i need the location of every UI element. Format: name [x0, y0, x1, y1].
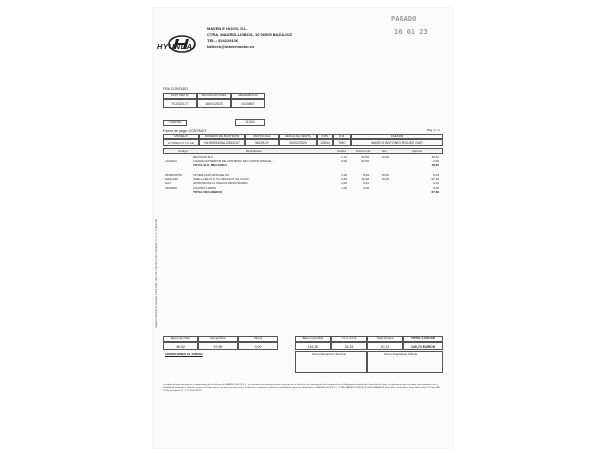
brand-wordmark: HYUNDAI — [157, 42, 196, 51]
invoice-date: 16/01/2023 — [197, 99, 231, 108]
vehicle-or-label: O.R. — [333, 134, 351, 139]
lines-header — [163, 148, 443, 154]
line-price: 52,50 — [361, 156, 369, 159]
invoice-reference: 0110807 — [231, 99, 265, 108]
line-amount: 8,24 — [433, 173, 439, 177]
vehicle-sale-date-label: FECHA DE VENTA — [279, 134, 317, 139]
line-price: 52,50 — [361, 160, 369, 164]
conditions-note: CONDICIONES AL DORSO — [165, 352, 203, 356]
tax-base: 116,30 — [295, 342, 331, 350]
company-email: talleres@mavenmotor.es — [207, 44, 255, 49]
line-qty: 0,00 — [341, 160, 347, 164]
total-taxes-label: Total tributos — [367, 336, 403, 342]
vehicle-or: TMC — [333, 139, 351, 146]
total-labor: 48,62 — [163, 342, 198, 350]
vehicle-vin-label: NÚMERO DE BASTIDOR — [199, 134, 245, 139]
payment-method: Forma de pago: CONTADO — [163, 129, 206, 133]
line-qty: 3,40 — [341, 178, 347, 182]
line-code: LAVADO — [165, 160, 177, 164]
invoice-number-label: FACTURA Nº — [163, 93, 197, 99]
invoice-date-label: FECHA FACTURA — [197, 93, 231, 99]
total-parts-label: Recambios — [198, 336, 238, 342]
line-amount: 57,16 — [431, 178, 439, 182]
line-qty: 1,00 — [341, 186, 347, 190]
vehicle-advisor: MARCO ANTONIO RGUEZ GAR — [351, 139, 443, 146]
vehicle-plate: 3622KJY — [245, 139, 279, 146]
line-amount: 67,69 — [431, 190, 439, 194]
line-dto: 15,00 — [381, 178, 389, 182]
client-number: 11304 — [235, 119, 265, 126]
line-price: 9,69 — [363, 173, 369, 177]
total-misc-label: Varios — [238, 336, 278, 342]
line-code: 1920080 — [165, 186, 177, 190]
line-code: SHS1230 — [165, 178, 178, 182]
line-desc: LIQUIDO LIMPIA — [193, 186, 217, 190]
paid-stamp-date: 16 01 23 — [394, 28, 428, 36]
line-dto: 15,00 — [381, 173, 389, 177]
margin-registry-note: Registro Mercantil de Badajoz, Tomo 2048, Folio 154, Hoja BA-11230, Inscripción 1ª, C.I.F. B-06111291 — [155, 218, 158, 328]
total-labor-label: Mano de Obra — [163, 336, 198, 342]
col-code: Código — [178, 149, 188, 153]
total-parts: 67,69 — [198, 342, 238, 350]
invoice-number: TC0323.77 — [163, 99, 197, 108]
company-tel: TEL.: 924229106 — [207, 38, 239, 43]
signature-box-customer — [367, 351, 443, 373]
total-misc: 0,00 — [238, 342, 278, 350]
company-name: MAVEN E HIJOS, S.L. — [207, 26, 248, 31]
invoice-page — [153, 8, 453, 448]
invoice-type: FRA CONTADO — [163, 87, 189, 91]
line-amount: 2,06 — [433, 186, 439, 190]
line-amount: 48,62 — [431, 156, 439, 159]
signature-box-service — [295, 351, 367, 373]
tax-base-label: Base Imponible — [295, 336, 331, 342]
paid-stamp: PAGADO — [391, 15, 417, 23]
vehicle-vin: NLHB251BALZ363107 — [199, 139, 245, 146]
vehicle-model: HYUNDAI IX 1.6 GR — [163, 139, 199, 146]
line-desc: LAVADO EXTERIOR DE CORTESIA SIN COSTE PARA EL ... — [193, 160, 276, 164]
vehicle-advisor-label: ASESOR — [351, 134, 443, 139]
line-code: GAJ — [165, 182, 171, 186]
table-row — [163, 191, 443, 195]
signature-service-label: Firma Recepción Servicio — [312, 352, 347, 356]
line-dto: 15,00 — [381, 156, 389, 159]
vehicle-plate-label: MATRÍCULA — [245, 134, 279, 139]
line-desc: SHELL HELIX S. 5L D400 ECT AH C2/C3 — [193, 178, 249, 182]
line-amount: 0,22 — [433, 182, 439, 186]
vehicle-km: 12604 — [317, 139, 333, 146]
line-qty: 1,10 — [341, 156, 347, 159]
line-desc: REVISION B-2 — [193, 156, 213, 159]
line-desc: APORTACION A SIGAUS (RD/679/2006) — [193, 182, 248, 186]
line-price: 16,68 — [361, 178, 369, 182]
client-label: CLIENTE — [163, 120, 187, 126]
line-desc: TOTAL RECAMBIOS — [193, 190, 222, 194]
line-qty: 1,00 — [341, 173, 347, 177]
col-unit-price: Precio unit. — [356, 149, 372, 153]
line-price: 2,06 — [363, 186, 369, 190]
line-price: 0,22 — [363, 182, 369, 186]
vat-amount: 24,43 — [331, 342, 367, 350]
legal-footer: Los datos de este documento, al formar parte de los ficheros de MAVEN E HIJOS S.L., se utilizarán exclusivamente para la gestión de su vehículo. En cumplimiento de lo dispuesto en el Reglamento General de Protección de Datos, le informamos que sus datos serán tratados con la finalidad de mantener la relación comercial. Puede ejercer sus derechos de acceso, rectificación, supresión, limitación, portabilidad y oposición dirigiéndose a MAVEN E HIJOS S.L., CTRA. MADRID-LISBOA 10, 06005 BADAJOZ. Reg. Merc. de Badajoz, Tomo 2048, Folio 154, Hoja BA-11230, Inscripción 1ª, C.I.F. B-06111291. — [163, 384, 440, 392]
total-to-pay: 140,73 EUROS — [403, 342, 443, 350]
col-description: Descripción — [246, 149, 262, 153]
col-amount: Importe — [412, 149, 423, 153]
vehicle-model-label: MODELO — [163, 134, 199, 139]
signature-customer-label: Firma Aceptación Cliente — [384, 352, 418, 356]
col-qty: Cantid. — [337, 149, 347, 153]
vehicle-sale-date: 29/02/2020 — [279, 139, 317, 146]
total-taxes: 20,12 — [367, 342, 403, 350]
table-row — [163, 164, 443, 168]
line-code: 26300S5750 — [165, 173, 183, 177]
vehicle-km-label: KMS. — [317, 134, 333, 139]
line-desc: FILTER ASSY-ENGINE OIL — [193, 173, 230, 177]
line-qty: 1,00 — [341, 182, 347, 186]
vat-label: I.V.A. 21 % — [331, 336, 367, 342]
line-desc: TOTAL M.O. MECANICA — [193, 164, 227, 168]
page-number: Pág. 1 / 1 — [427, 128, 440, 132]
total-to-pay-label: TOTAL A PAGAR — [403, 336, 443, 342]
invoice-reference-label: REFERENCIA — [231, 93, 265, 99]
col-discount: Dto. — [382, 149, 388, 153]
line-amount: 48,62 — [431, 164, 439, 168]
line-amount: 0,00 — [433, 160, 439, 164]
company-address: CTRA. MADRID-LISBOA, 10 06005 BADAJOZ — [207, 32, 293, 37]
